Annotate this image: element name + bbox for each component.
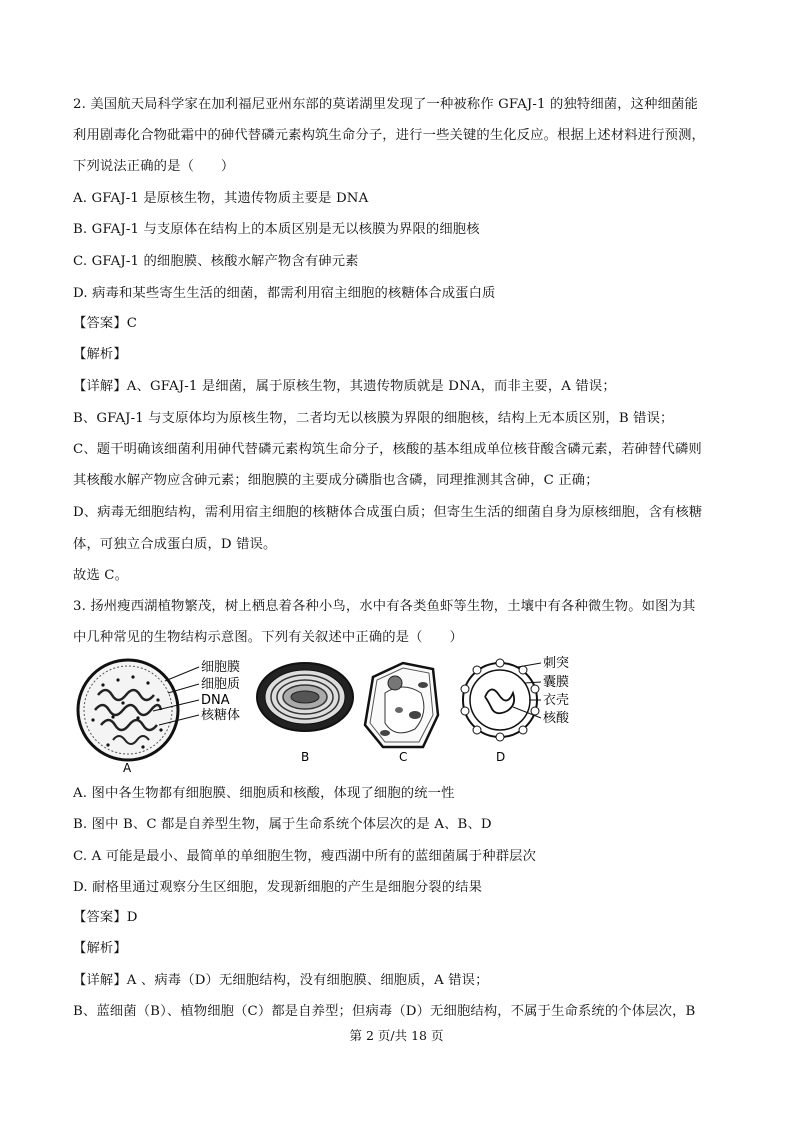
q2-analysis-line-7: 故选 C。 [73,568,129,583]
label-capsid: 衣壳 [543,693,570,708]
q2-stem-line-3: 下列说法正确的是（ ） [73,159,235,174]
q3-analysis-label: 【解析】 [73,941,127,956]
label-spike: 刺突 [543,656,570,671]
label-envelope: 囊膜 [543,675,570,690]
q2-analysis-line-4: 其核酸水解产物应含砷元素；细胞膜的主要成分磷脂也含磷，同理推测其含砷，C 正确； [73,473,599,488]
q2-option-c: C. GFAJ-1 的细胞膜、核酸水解产物含有砷元素 [73,254,359,269]
q2-analysis-line-3: C、题干明确该细菌利用砷代替磷元素构筑生命分子，核酸的基本组成单位核苷酸含磷元素，若砷替代磷则 [73,442,702,457]
q2-stem-line-1: 2. 美国航天局科学家在加利福尼亚州东部的莫诺湖里发现了一种被称作 GFAJ-1 的独特细菌，这种细菌能 [73,97,698,112]
q2-stem-line-2: 利用剧毒化合物砒霜中的砷代替磷元素构筑生命分子，进行一些关键的生化反应。根据上述材料进行预测， [73,128,706,143]
diagram-a-bacterium [78,660,240,775]
q2-option-a: A. GFAJ-1 是原核生物，其遗传物质主要是 DNA [73,191,369,206]
q3-figure [73,655,593,775]
caption-a: A [123,761,132,775]
diagram-c-plant-cell [365,663,438,764]
q2-analysis-line-1: 【详解】A、GFAJ-1 是细菌，属于原核生物，其遗传物质就是 DNA，而非主要，A 错误； [73,379,616,394]
caption-c: C [399,750,408,764]
caption-b: B [301,750,310,764]
q2-option-b: B. GFAJ-1 与支原体在结构上的本质区别是无以核膜为界限的细胞核 [73,222,480,237]
q3-analysis-line-1: 【详解】A 、病毒（D）无细胞结构，没有细胞膜、细胞质，A 错误； [73,973,489,988]
diagram-d-virus [461,655,570,764]
q3-option-d: D. 耐格里通过观察分生区细胞，发现新细胞的产生是细胞分裂的结果 [73,880,483,895]
q3-stem-line-1: 3. 扬州瘦西湖植物繁茂，树上栖息着各种小鸟，水中有各类鱼虾等生物，土壤中有各种微生物。如图为其 [73,599,696,614]
q2-analysis-label: 【解析】 [73,347,127,362]
diagram-b-cyanobacterium [257,663,353,764]
q3-stem-line-2: 中几种常见的生物结构示意图。下列有关叙述中正确的是（ ） [73,630,463,645]
q3-option-c: C. A 可能是最小、最简单的单细胞生物，瘦西湖中所有的蓝细菌属于种群层次 [73,849,537,864]
q3-analysis-line-2: B、蓝细菌（B）、植物细胞（C）都是自养型；但病毒（D）无细胞结构，不属于生命系统的个体层次，B [73,1004,696,1019]
q2-analysis-line-6: 体，可独立合成蛋白质，D 错误。 [73,537,277,552]
label-nucleic-acid: 核酸 [543,711,570,726]
q3-option-b: B. 图中 B、C 都是自养型生物，属于生命系统个体层次的是 A、B、D [73,817,492,832]
label-ribosome: 核糖体 [201,708,241,723]
q2-analysis-line-5: D、病毒无细胞结构，需利用宿主细胞的核糖体合成蛋白质；但寄生生活的细菌自身为原核细胞，含有核糖 [73,505,703,520]
q2-option-d: D. 病毒和某些寄生生活的细菌，都需利用宿主细胞的核糖体合成蛋白质 [73,286,496,301]
q3-option-a: A. 图中各生物都有细胞膜、细胞质和核酸，体现了细胞的统一性 [73,786,455,801]
q3-answer: 【答案】D [73,910,138,925]
caption-d: D [496,750,506,764]
page-footer: 第 2 页/共 18 页 [349,1028,444,1043]
label-cytoplasm: 细胞质 [201,677,241,692]
q2-answer: 【答案】C [73,316,138,331]
label-dna: DNA [201,693,230,708]
label-cell-membrane: 细胞膜 [201,660,241,675]
q2-analysis-line-2: B、GFAJ-1 与支原体均为原核生物，二者均无以核膜为界限的细胞核，结构上无本质区别，B 错误； [73,411,674,426]
